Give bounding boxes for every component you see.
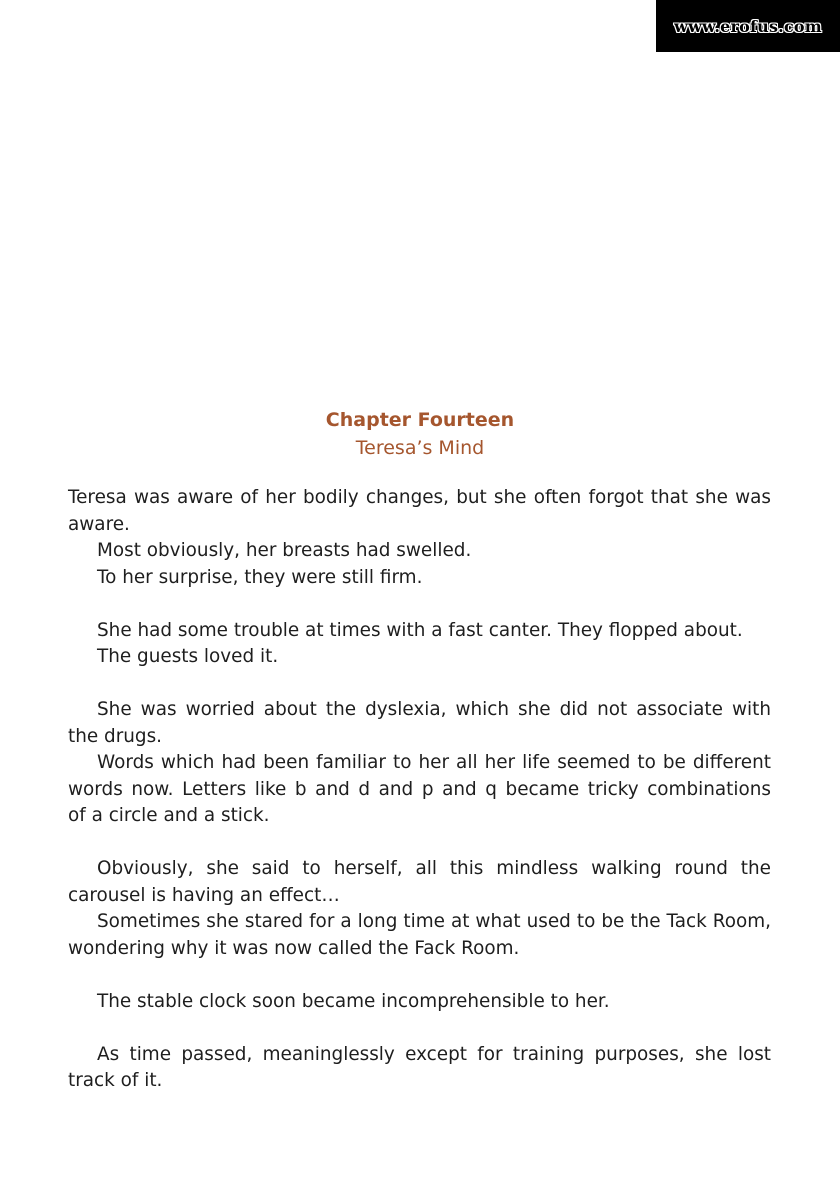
paragraph-gap — [68, 830, 771, 857]
text-line: Sometimes she stared for a long time at what used to be the Tack Room, — [97, 911, 771, 932]
paragraph-gap — [68, 671, 771, 698]
text-line: Words which had been familiar to her all her life seemed to be different — [97, 752, 771, 773]
text-line: Teresa was aware of her bodily changes, but she often forgot that she was — [68, 487, 771, 508]
text-line: Obviously, she said to herself, all this mindless walking round the — [97, 858, 771, 879]
chapter-heading — [0, 406, 840, 462]
text-line: To her surprise, they were still firm. — [97, 566, 423, 588]
text-line: carousel is having an effect… — [68, 884, 340, 906]
text-line: aware. — [68, 513, 130, 535]
text-line: As time passed, meaninglessly except for training purposes, she lost — [97, 1043, 771, 1065]
text-line: wondering why it was now called the Fack Room. — [68, 937, 520, 959]
text-line: words now. Letters like b and d and p and q became tricky combinations — [68, 778, 771, 800]
text-line: Most obviously, her breasts had swelled. — [97, 540, 472, 561]
text-line: She was worried about the dyslexia, which she did not associate with — [97, 699, 771, 720]
chapter-body — [68, 485, 771, 1095]
text-line: The stable clock soon became incomprehensible to her. — [97, 990, 610, 1012]
paragraph-gap — [68, 1015, 771, 1042]
text-line: of a circle and a stick. — [68, 805, 270, 826]
text-line: The guests loved it. — [97, 646, 279, 667]
text-line: She had some trouble at times with a fast canter. They flopped about. — [97, 619, 743, 641]
paragraph-gap — [68, 962, 771, 989]
chapter-title: Chapter Fourteen — [325, 409, 515, 431]
paragraph-gap — [68, 591, 771, 618]
watermark — [656, 0, 840, 52]
watermark-text: www.erofus.com — [674, 16, 822, 36]
chapter-subtitle: Teresa’s Mind — [355, 437, 485, 459]
text-line: track of it. — [68, 1070, 163, 1091]
text-line: the drugs. — [68, 725, 163, 747]
